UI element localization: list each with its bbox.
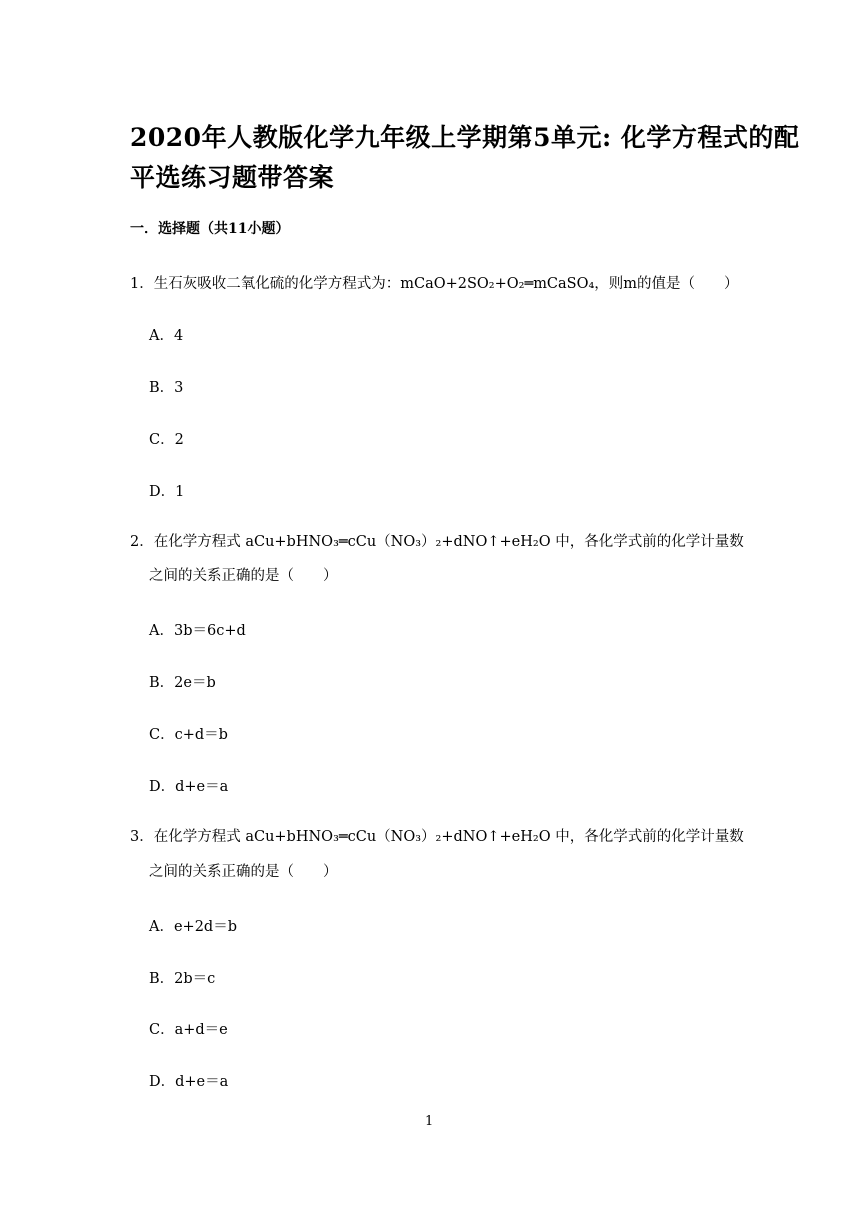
question-3-stem-line-1: 3．在化学方程式 aCu+bHNO₃═cCu（NO₃）₂+dNO↑+eH₂O 中，各化学式前的化学计量数 — [130, 829, 744, 845]
question-3-option-c: C．a+d＝e — [149, 1022, 228, 1038]
question-1-option-a: A．4 — [149, 328, 184, 344]
question-2-option-b: B．2e＝b — [149, 675, 216, 691]
question-3-option-a: A．e+2d＝b — [149, 919, 237, 935]
page-number: 1 — [425, 1114, 434, 1129]
question-2-option-d: D．d+e＝a — [149, 779, 229, 795]
document-title-line-1: 2020年人教版化学九年级上学期第5单元: 化学方程式的配 — [130, 123, 800, 152]
question-1-option-b: B．3 — [149, 380, 184, 396]
question-1-option-d: D．1 — [149, 484, 185, 500]
question-1-option-c: C．2 — [149, 432, 184, 448]
question-3-option-d: D．d+e＝a — [149, 1074, 229, 1090]
question-3-option-b: B．2b＝c — [149, 971, 216, 987]
section-heading: 一．选择题（共11小题） — [130, 221, 290, 237]
question-3-stem-line-2: 之间的关系正确的是（ ） — [149, 864, 338, 880]
question-2-stem-line-1: 2．在化学方程式 aCu+bHNO₃═cCu（NO₃）₂+dNO↑+eH₂O 中，各化学式前的化学计量数 — [130, 534, 744, 550]
question-1-stem: 1．生石灰吸收二氧化硫的化学方程式为：mCaO+2SO₂+O₂═mCaSO₄，则m的值是（ ） — [130, 276, 739, 292]
question-2-option-a: A．3b＝6c+d — [149, 623, 246, 639]
document-title-line-2: 平选练习题带答案 — [130, 163, 335, 192]
question-2-stem-line-2: 之间的关系正确的是（ ） — [149, 568, 338, 584]
question-2-option-c: C．c+d＝b — [149, 727, 228, 743]
